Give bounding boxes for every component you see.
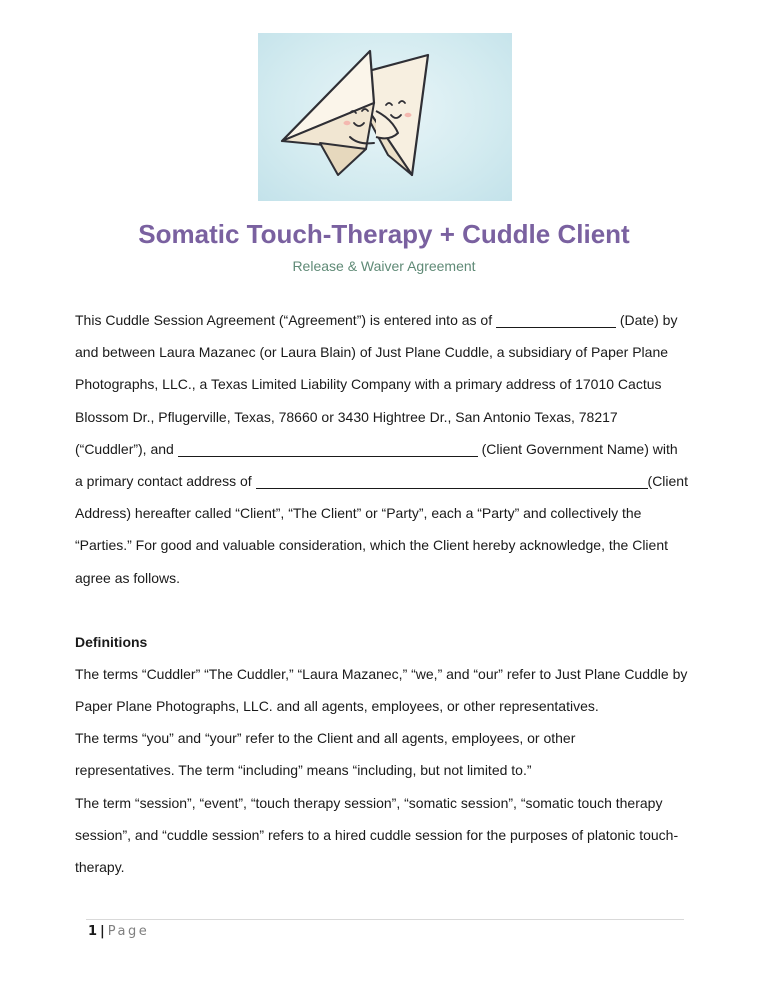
definitions-line-6: session”, and “cuddle session” refers to a hired cuddle session for the purposes of platonic touch- (75, 826, 679, 843)
hero-illustration (258, 33, 512, 201)
definitions-line-7: therapy. (75, 859, 125, 875)
document-subtitle: Release & Waiver Agreement (292, 258, 476, 274)
intro-text: (“Cuddler”), and (75, 440, 178, 457)
document-body (75, 304, 695, 883)
document-title: Somatic Touch-Therapy + Cuddle Client (138, 219, 630, 249)
definitions-line-2: Paper Plane Photographs, LLC. and all agents, employees, or other representatives. (75, 698, 599, 715)
section-gap (75, 594, 695, 626)
intro-line-5 (75, 433, 695, 465)
definitions-line-5: The term “session”, “event”, “touch therapy session”, “somatic session”, “somatic touch therapy (75, 794, 663, 811)
page-label: Page (107, 924, 150, 939)
date-blank-field[interactable] (496, 311, 616, 328)
definitions-line-3: The terms “you” and “your” refer to the Client and all agents, employees, or other (75, 730, 576, 747)
definitions-line-4: representatives. The term “including” means “including, but not limited to.” (75, 762, 532, 779)
intro-line-2: and between Laura Mazanec (or Laura Blain) of Just Plane Cuddle, a subsidiary of Paper Plane (75, 344, 669, 361)
intro-line-7: Address) hereafter called “Client”, “The Client” or “Party”, each a “Party” and collectively the (75, 505, 642, 522)
definitions-heading: Definitions (75, 633, 148, 650)
intro-line-9: agree as follows. (75, 569, 181, 586)
intro-line-4: Blossom Dr., Pflugerville, Texas, 78660 or 3430 Hightree Dr., San Antonio Texas, 78217 (75, 408, 618, 425)
intro-line-6 (75, 465, 695, 497)
intro-text: (Date) by (615, 312, 678, 328)
intro-text: (Client (647, 472, 688, 489)
intro-line-8: “Parties.” For good and valuable consideration, which the Client hereby acknowledge, the Client (75, 537, 669, 554)
page-footer (88, 924, 149, 939)
intro-line-1 (75, 304, 695, 336)
page-number: 1 (88, 924, 98, 939)
definitions-line-1: The terms “Cuddler” “The Cuddler,” “Laura Mazanec,” “we,” and “our” refer to Just Plane Cuddle by (75, 665, 688, 682)
hugging-paper-planes-icon (258, 33, 512, 201)
intro-line-3: Photographs, LLC., a Texas Limited Liability Company with a primary address of 17010 Cactus (75, 376, 662, 393)
footer-divider (86, 919, 684, 920)
client-address-blank-field[interactable] (256, 472, 648, 489)
client-name-blank-field[interactable] (178, 440, 478, 457)
intro-text: This Cuddle Session Agreement (“Agreement”) is entered into as of (75, 312, 496, 328)
intro-text: (Client Government Name) with (477, 440, 678, 457)
footer-separator: | (100, 924, 105, 939)
intro-text: a primary contact address of (75, 472, 256, 489)
